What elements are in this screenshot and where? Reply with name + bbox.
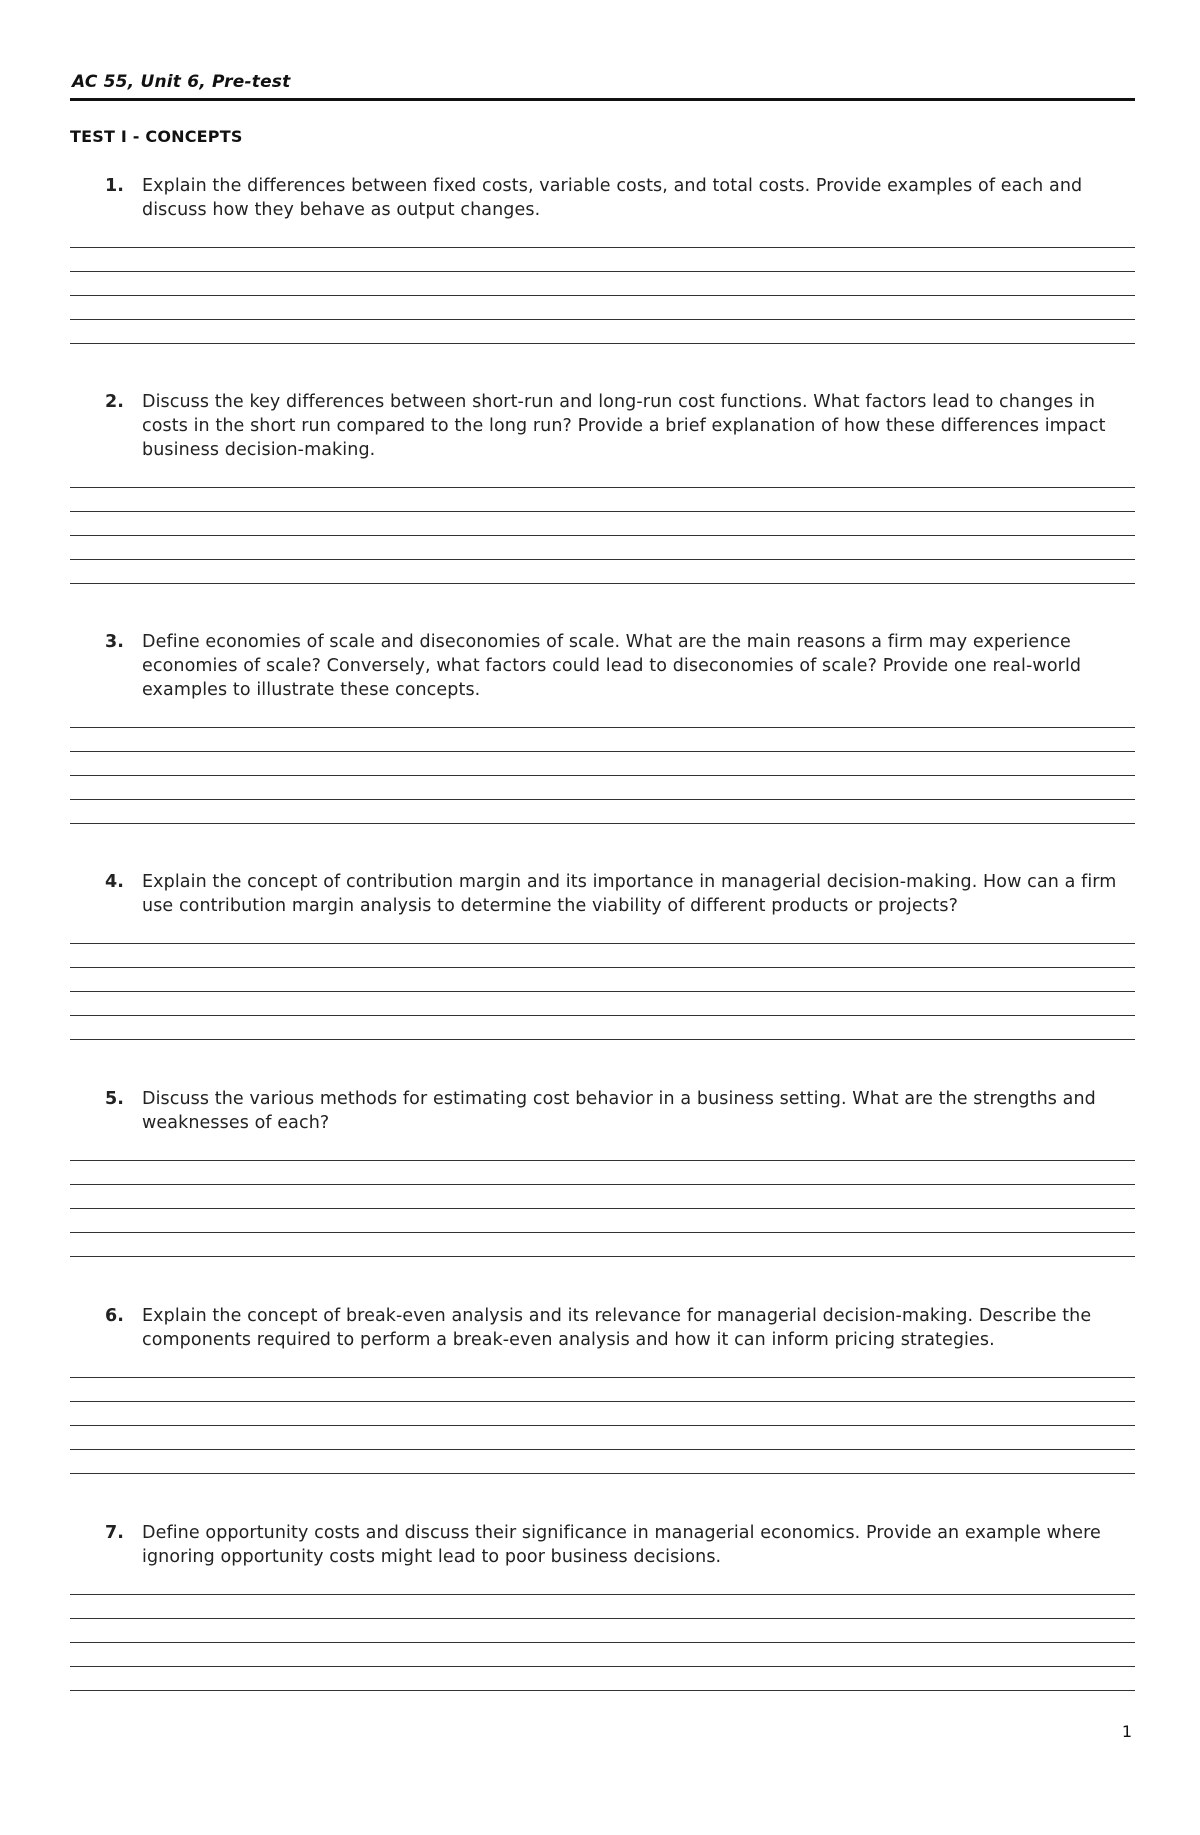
answer-line[interactable] <box>70 1161 1135 1185</box>
question-2 <box>70 390 1135 584</box>
answer-line[interactable] <box>70 536 1135 560</box>
question-prompt <box>70 870 1135 918</box>
answer-line[interactable] <box>70 1402 1135 1426</box>
answer-line[interactable] <box>70 752 1135 776</box>
answer-line[interactable] <box>70 1185 1135 1209</box>
answer-area[interactable] <box>70 920 1135 1040</box>
question-3 <box>70 630 1135 824</box>
answer-line[interactable] <box>70 224 1135 248</box>
answer-line[interactable] <box>70 1137 1135 1161</box>
question-prompt <box>70 1521 1135 1569</box>
answer-area[interactable] <box>70 1571 1135 1691</box>
question-number: 4. <box>105 872 125 892</box>
answer-line[interactable] <box>70 488 1135 512</box>
header-title: AC 55, Unit 6, Pre-test <box>72 72 291 92</box>
answer-line[interactable] <box>70 1619 1135 1643</box>
section-title: TEST I - CONCEPTS <box>70 127 243 146</box>
question-number: 6. <box>105 1306 125 1326</box>
question-number: 7. <box>105 1523 125 1543</box>
answer-line[interactable] <box>70 1643 1135 1667</box>
question-prompt <box>70 1304 1135 1352</box>
question-1 <box>70 174 1135 344</box>
answer-line[interactable] <box>70 296 1135 320</box>
answer-line[interactable] <box>70 704 1135 728</box>
answer-line[interactable] <box>70 560 1135 584</box>
question-5 <box>70 1087 1135 1257</box>
answer-line[interactable] <box>70 1209 1135 1233</box>
question-number: 3. <box>105 632 125 652</box>
answer-line[interactable] <box>70 944 1135 968</box>
answer-line[interactable] <box>70 1667 1135 1691</box>
answer-area[interactable] <box>70 1354 1135 1474</box>
answer-line[interactable] <box>70 1378 1135 1402</box>
answer-area[interactable] <box>70 1137 1135 1257</box>
question-prompt <box>70 390 1135 462</box>
answer-line[interactable] <box>70 968 1135 992</box>
answer-line[interactable] <box>70 272 1135 296</box>
answer-area[interactable] <box>70 464 1135 584</box>
answer-line[interactable] <box>70 800 1135 824</box>
answer-line[interactable] <box>70 512 1135 536</box>
answer-area[interactable] <box>70 704 1135 824</box>
question-number: 1. <box>105 176 125 196</box>
question-prompt <box>70 630 1135 702</box>
answer-line[interactable] <box>70 1595 1135 1619</box>
answer-line[interactable] <box>70 920 1135 944</box>
answer-line[interactable] <box>70 1233 1135 1257</box>
answer-line[interactable] <box>70 1016 1135 1040</box>
answer-area[interactable] <box>70 224 1135 344</box>
question-text: Explain the concept of contribution margin and its importance in managerial decision-making. How can a firm use contribution margin analysis to determine the viability of different products or projects? <box>142 872 1117 916</box>
question-7 <box>70 1521 1135 1691</box>
question-prompt <box>70 174 1135 222</box>
answer-line[interactable] <box>70 1354 1135 1378</box>
answer-line[interactable] <box>70 1450 1135 1474</box>
answer-line[interactable] <box>70 992 1135 1016</box>
answer-line[interactable] <box>70 248 1135 272</box>
question-text: Discuss the key differences between short-run and long-run cost functions. What factors lead to changes in costs in the short run compared to the long run? Provide a brief explanation of how these differences impact business decision-making. <box>142 392 1106 460</box>
question-number: 2. <box>105 392 125 412</box>
page-number: 1 <box>1121 1722 1132 1741</box>
question-text: Define economies of scale and diseconomies of scale. What are the main reasons a firm may experience economies of scale? Conversely, what factors could lead to diseconomies of scale? Provide one real-world examples to illustrate these concepts. <box>142 632 1082 700</box>
answer-line[interactable] <box>70 464 1135 488</box>
question-4 <box>70 870 1135 1040</box>
question-text: Define opportunity costs and discuss their significance in managerial economics. Provide an example where ignoring opportunity costs might lead to poor business decisions. <box>142 1523 1101 1567</box>
answer-line[interactable] <box>70 728 1135 752</box>
answer-line[interactable] <box>70 1571 1135 1595</box>
question-text: Explain the differences between fixed costs, variable costs, and total costs. Provide examples of each and discuss how they behave as output changes. <box>142 176 1083 220</box>
question-prompt <box>70 1087 1135 1135</box>
question-text: Explain the concept of break-even analysis and its relevance for managerial decision-making. Describe the components required to perform a break-even analysis and how it can inform pricing strategies. <box>142 1306 1092 1350</box>
question-number: 5. <box>105 1089 125 1109</box>
question-6 <box>70 1304 1135 1474</box>
answer-line[interactable] <box>70 1426 1135 1450</box>
question-text: Discuss the various methods for estimating cost behavior in a business setting. What are the strengths and weaknesses of each? <box>142 1089 1096 1133</box>
answer-line[interactable] <box>70 776 1135 800</box>
page-header <box>70 72 1135 101</box>
answer-line[interactable] <box>70 320 1135 344</box>
